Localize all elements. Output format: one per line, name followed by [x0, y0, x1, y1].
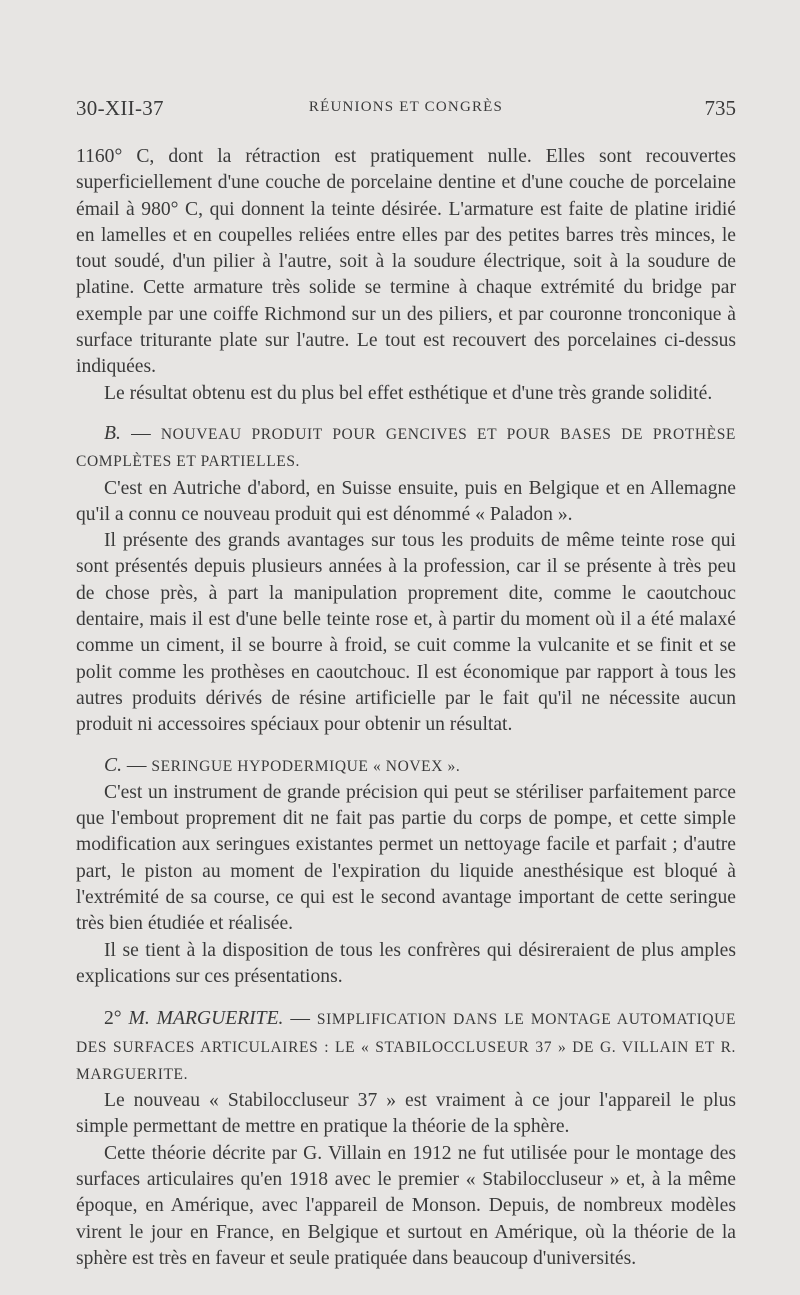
section-c-title: SERINGUE HYPODERMIQUE « NOVEX ».: [151, 757, 461, 775]
paragraph-porcelain-bridge: 1160° C, dont la rétraction est pratiquement nulle. Elles sont recouvertes superficiellement d'une couche de porcelaine dentine et d'une couche de porcelaine émail à 980° C, qui donnent la teinte désirée. L'armature est faite de platine iridié en lamelles et en coupelles reliées entre elles par des petites barres très minces, le tout soudé, d'un pilier à l'autre, soit à la soudure électrique, soit à la soudure de platine. Cette armature très solide se termine à chaque extrémité du bridge par exemple par une coiffe Richmond sur un des piliers, et par couronne tronconique à surface triturante plate sur l'autre. Le tout est recouvert des porcelaines ci-dessus indiquées.: [76, 146, 736, 378]
paragraph-paladon-advantages: Il présente des grands avantages sur tous les produits de même teinte rose qui sont présentés depuis plusieurs années à la profession, car il se présente à très peu de chose près, à part la manipulation proprement dite, comme le caoutchouc dentaire, mais il est d'une belle teinte rose et, à partir du moment où il a été malaxé comme un ciment, il se bourre à froid, se cuit comme la vulcanite et se finit et se polit comme les prothèses en caoutchouc. Il est économique par rapport à tous les autres produits dérivés de résine artificielle par le fait qu'il ne nécessite aucun produit ni accessoires spéciaux pour obtenir un résultat.: [76, 530, 736, 736]
section-c-dash: —: [126, 754, 147, 776]
header-title: RÉUNIONS ET CONGRÈS: [308, 99, 504, 115]
section-b-title: NOUVEAU PRODUIT POUR GENCIVES ET POUR BASES DE PROTHÈSE COMPLÈTES ET PARTIELLES.: [76, 425, 737, 471]
paragraph-stabiloccluseur-intro: Le nouveau « Stabiloccluseur 37 » est vraiment à ce jour l'appareil le plus simple permettant de mettre en pratique la théorie de la sphère.: [76, 1090, 736, 1138]
section-b-dash: —: [131, 422, 151, 444]
paragraph-sphere-theory: Cette théorie décrite par G. Villain en 1912 ne fut utilisée pour le montage des surfaces articulaires qu'en 1918 avec le premier « Stabiloccluseur » et, à la même époque, en Amérique, avec l'appareil de Monson. Depuis, de nombreux modèles virent le jour en France, en Belgique et surtout en Amérique, où la théorie de la sphère est très en faveur et seule pratiquée dans beaucoup d'universités.: [76, 1142, 736, 1269]
section-b-heading: [76, 421, 736, 476]
page-number: 735: [704, 96, 736, 120]
section-2-heading: [76, 1006, 736, 1088]
section-2-dash: —: [290, 1008, 310, 1030]
section-2-title: SIMPLIFICATION DANS LE MONTAGE AUTOMATIQUE DES SURFACES ARTICULAIRES : LE « STABILOCCLUSEUR 37 » DE G. VILLAIN ET R. MARGUERITE.: [76, 1011, 737, 1083]
header-date: 30-XII-37: [76, 96, 164, 120]
section-2-author: M. MARGUERITE.: [128, 1008, 284, 1030]
paragraph-paladon-origin: C'est en Autriche d'abord, en Suisse ensuite, puis en Belgique et en Allemagne qu'il a connu ce nouveau produit qui est dénommé « Paladon ».: [76, 477, 736, 525]
section-2-number: 2°: [104, 1008, 122, 1030]
running-head: [76, 96, 736, 126]
paragraph-result: Le résultat obtenu est du plus bel effet esthétique et d'une très grande solidité.: [104, 382, 713, 404]
section-c-letter: C.: [104, 754, 122, 776]
section-spacer: [76, 990, 736, 1006]
article-body: [76, 144, 736, 1272]
section-c-heading: [76, 753, 736, 780]
paragraph-novex-contact: Il se tient à la disposition de tous les confrères qui désireraient de plus amples explications sur ces présentations.: [76, 939, 736, 987]
section-b-letter: B.: [104, 422, 121, 444]
paragraph-novex-instrument: C'est un instrument de grande précision qui peut se stériliser parfaitement parce que l'embout proprement dit ne fait pas partie du corps de pompe, et cette simple modification aux seringues existantes permet un nettoyage facile et parfait ; d'autre part, le piston au moment de l'expiration du liquide anesthésique est bloqué à l'extrémité de sa course, ce qui est le second avantage important de cette seringue très bien étudiée et réalisée.: [76, 781, 736, 935]
